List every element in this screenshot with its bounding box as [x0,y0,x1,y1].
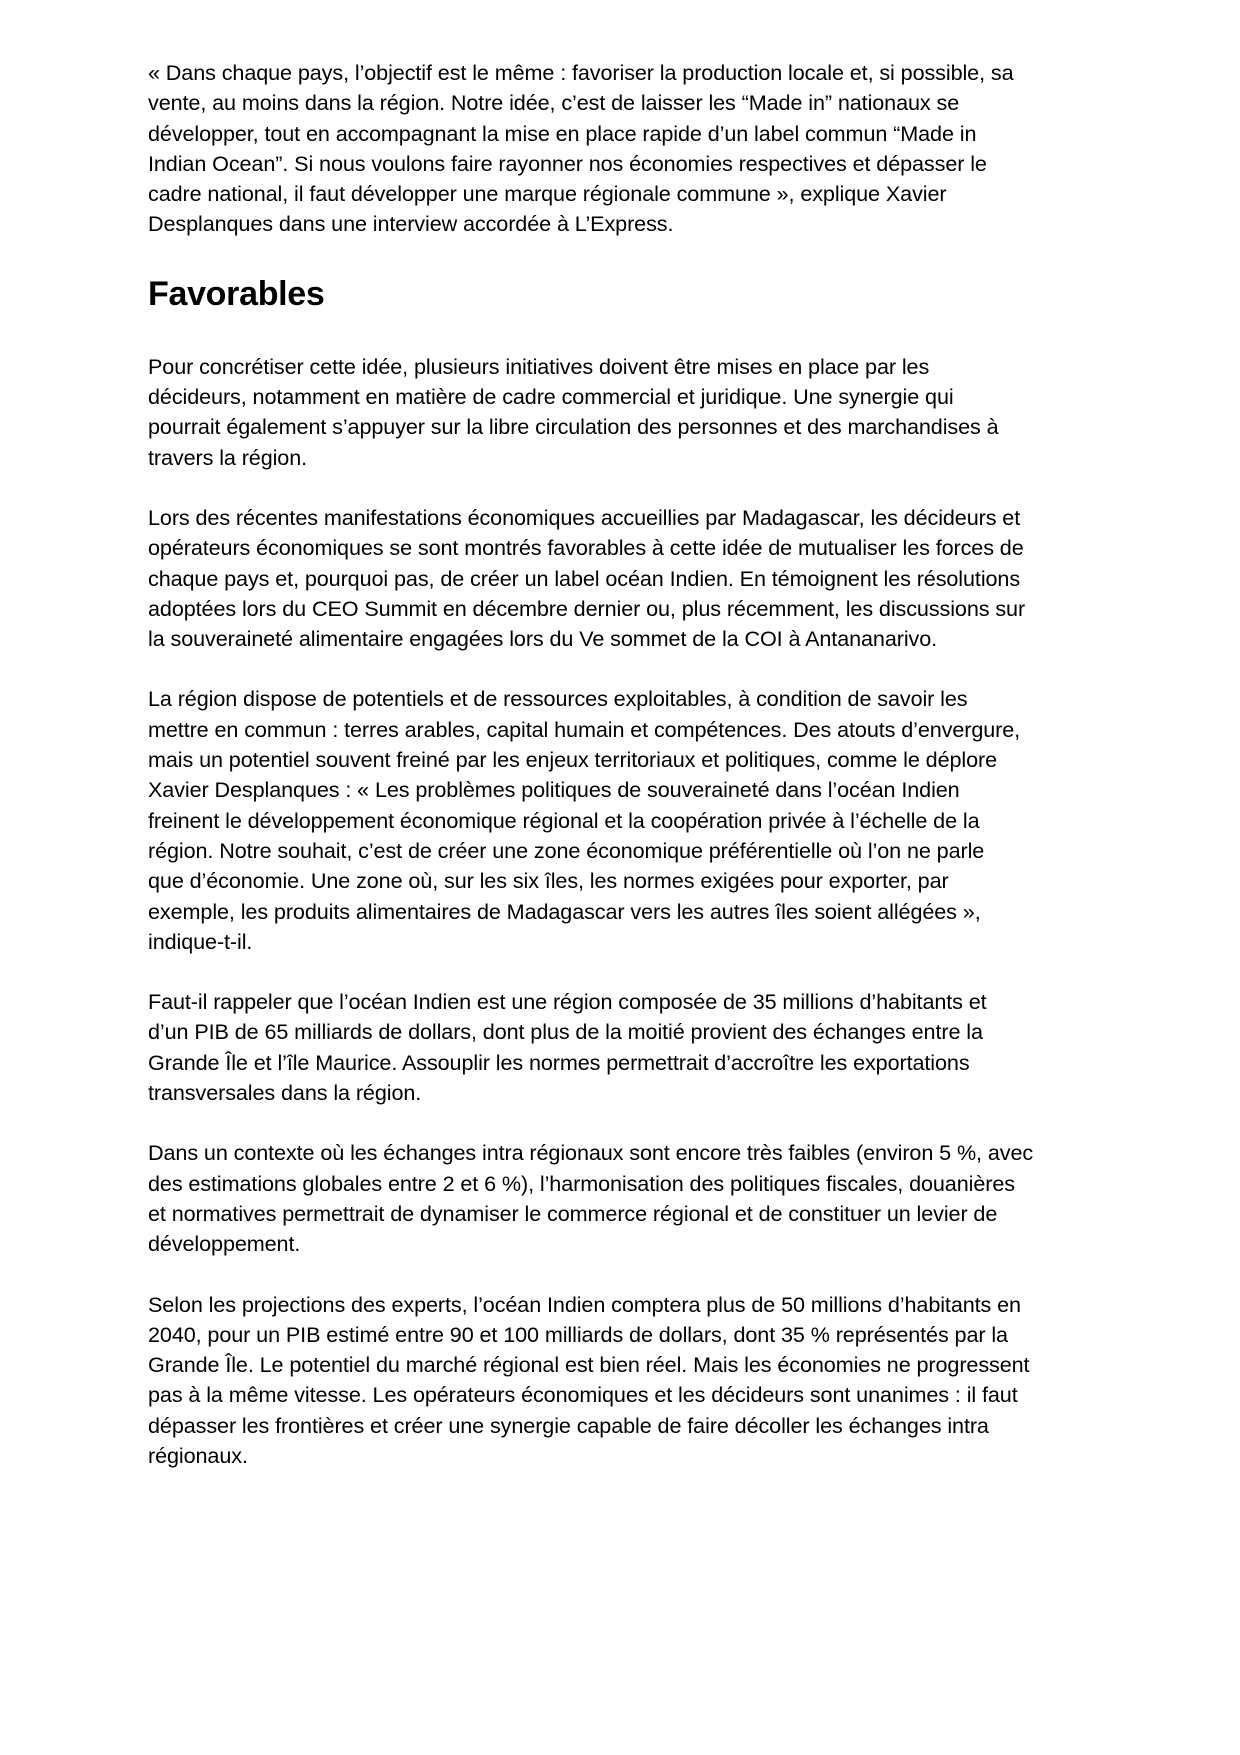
body-paragraph-5: Dans un contexte où les échanges intra régionaux sont encore très faibles (environ 5 %, avec des estimations globales entre 2 et 6 %), l’harmonisation des politiques fiscales, douanières et normatives permettrait de dynamiser le commerce régional et de constituer un levier de développement. [148,1140,1034,1257]
intro-paragraph: « Dans chaque pays, l’objectif est le même : favoriser la production locale et, si possible, sa vente, au moins dans la région. Notre idée, c’est de laisser les “Made in” nationaux se développer, tout en accompagnant la mise en place rapide d’un label commun “Made in Indian Ocean”. Si nous voulons faire rayonner nos économies respectives et dépasser le cadre national, il faut développer une marque régionale commune », explique Xavier Desplanques dans une interview accordée à L’Express. [148,60,1014,237]
body-paragraph-3: La région dispose de potentiels et de ressources exploitables, à condition de savoir les mettre en commun : terres arables, capital humain et compétences. Des atouts d’envergure, mais un potentiel souvent freiné par les enjeux territoriaux et politiques, comme le déplore Xavier Desplanques : « Les problèmes politiques de souveraineté dans l’océan Indien freinent le développement économique régional et la coopération privée à l’échelle de la région. Notre souhait, c’est de créer une zone économique préférentielle où l’on ne parle que d’économie. Une zone où, sur les six îles, les normes exigées pour exporter, par exemple, les produits alimentaires de Madagascar vers les autres îles soient allégées », indique-t-il. [148,686,1021,954]
body-paragraph-4: Faut-il rappeler que l’océan Indien est une région composée de 35 millions d’habitants et d’un PIB de 65 milliards de dollars, dont plus de la moitié provient des échanges entre la Grande Île et l’île Maurice. Assouplir les normes permettrait d’accroître les exportations transversales dans la région. [148,989,987,1106]
body-paragraph-1: Pour concrétiser cette idée, plusieurs initiatives doivent être mises en place par les décideurs, notamment en matière de cadre commercial et juridique. Une synergie qui pourrait également s’appuyer sur la libre circulation des personnes et des marchandises à travers la région. [148,353,999,470]
body-paragraph-6: Selon les projections des experts, l’océan Indien comptera plus de 50 millions d’habitants en 2040, pour un PIB estimé entre 90 et 100 milliards de dollars, dont 35 % représentés par la Grande Île. Le potentiel du marché régional est bien réel. Mais les économies ne progressent pas à la même vitesse. Les opérateurs économiques et les décideurs sont unanimes : il faut dépasser les frontières et créer une synergie capable de faire décoller les échanges intra régionaux. [148,1291,1030,1468]
body-paragraph-2: Lors des récentes manifestations économiques accueillies par Madagascar, les décideurs et opérateurs économiques se sont montrés favorables à cette idée de mutualiser les forces de chaque pays et, pourquoi pas, de créer un label océan Indien. En témoignent les résolutions adoptées lors du CEO Summit en décembre dernier ou, plus récemment, les discussions sur la souveraineté alimentaire engagées lors du Ve sommet de la COI à Antananarivo. [148,504,1026,652]
document-page [148,58,1108,1471]
section-heading: Favorables [148,274,325,313]
